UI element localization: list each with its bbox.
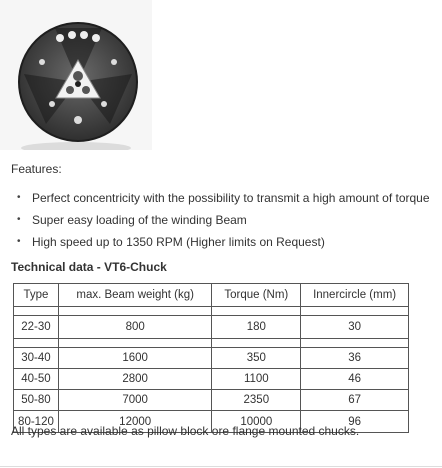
cell-torque: 350 — [212, 348, 301, 369]
cell-innercircle: 30 — [301, 316, 409, 339]
column-header-innercircle: Innercircle (mm) — [301, 284, 409, 307]
chuck-icon — [0, 0, 152, 150]
cell-type: 30-40 — [14, 348, 59, 369]
feature-text: Super easy loading of the winding Beam — [32, 213, 247, 227]
cell-type: 22-30 — [14, 316, 59, 339]
cell-torque: 2350 — [212, 390, 301, 411]
column-header-torque: Torque (Nm) — [212, 284, 301, 307]
table-row — [14, 390, 409, 411]
cell-torque: 1100 — [212, 369, 301, 390]
table-row — [14, 348, 409, 369]
cell-innercircle: 36 — [301, 348, 409, 369]
feature-text: Perfect concentricity with the possibility to transmit a high amount of torque — [32, 191, 430, 205]
cell-beam-weight: 1600 — [58, 348, 212, 369]
feature-item — [17, 231, 430, 253]
table-row — [14, 369, 409, 390]
cell-beam-weight: 12000 — [58, 411, 212, 433]
bullet-icon: • — [17, 214, 21, 225]
cell-beam-weight: 2800 — [58, 369, 212, 390]
cell-type: 50-80 — [14, 390, 59, 411]
technical-data-table — [13, 283, 409, 433]
cell-torque: 180 — [212, 316, 301, 339]
column-header-type: Type — [14, 284, 59, 307]
bullet-icon: • — [17, 236, 21, 247]
table-spacer-row — [14, 307, 409, 316]
cell-innercircle: 67 — [301, 390, 409, 411]
cell-type: 40-50 — [14, 369, 59, 390]
cell-beam-weight: 800 — [58, 316, 212, 339]
cell-innercircle: 96 — [301, 411, 409, 433]
cell-beam-weight: 7000 — [58, 390, 212, 411]
bullet-icon: • — [17, 192, 21, 203]
table-row — [14, 316, 409, 339]
availability-note: All types are available as pillow block ore flange mounted chucks. — [11, 424, 360, 438]
features-heading: Features: — [11, 162, 62, 176]
column-header-beam-weight: max. Beam weight (kg) — [58, 284, 212, 307]
table-header-row — [14, 284, 409, 307]
cell-torque: 10000 — [212, 411, 301, 433]
cell-type: 80-120 — [14, 411, 59, 433]
feature-text: High speed up to 1350 RPM (Higher limits on Request) — [32, 235, 325, 249]
features-list — [17, 187, 430, 253]
feature-item — [17, 209, 430, 231]
product-image — [0, 0, 152, 150]
feature-item — [17, 187, 430, 209]
divider — [0, 466, 442, 467]
technical-data-heading: Technical data - VT6-Chuck — [11, 260, 167, 274]
table-spacer-row — [14, 339, 409, 348]
cell-innercircle: 46 — [301, 369, 409, 390]
